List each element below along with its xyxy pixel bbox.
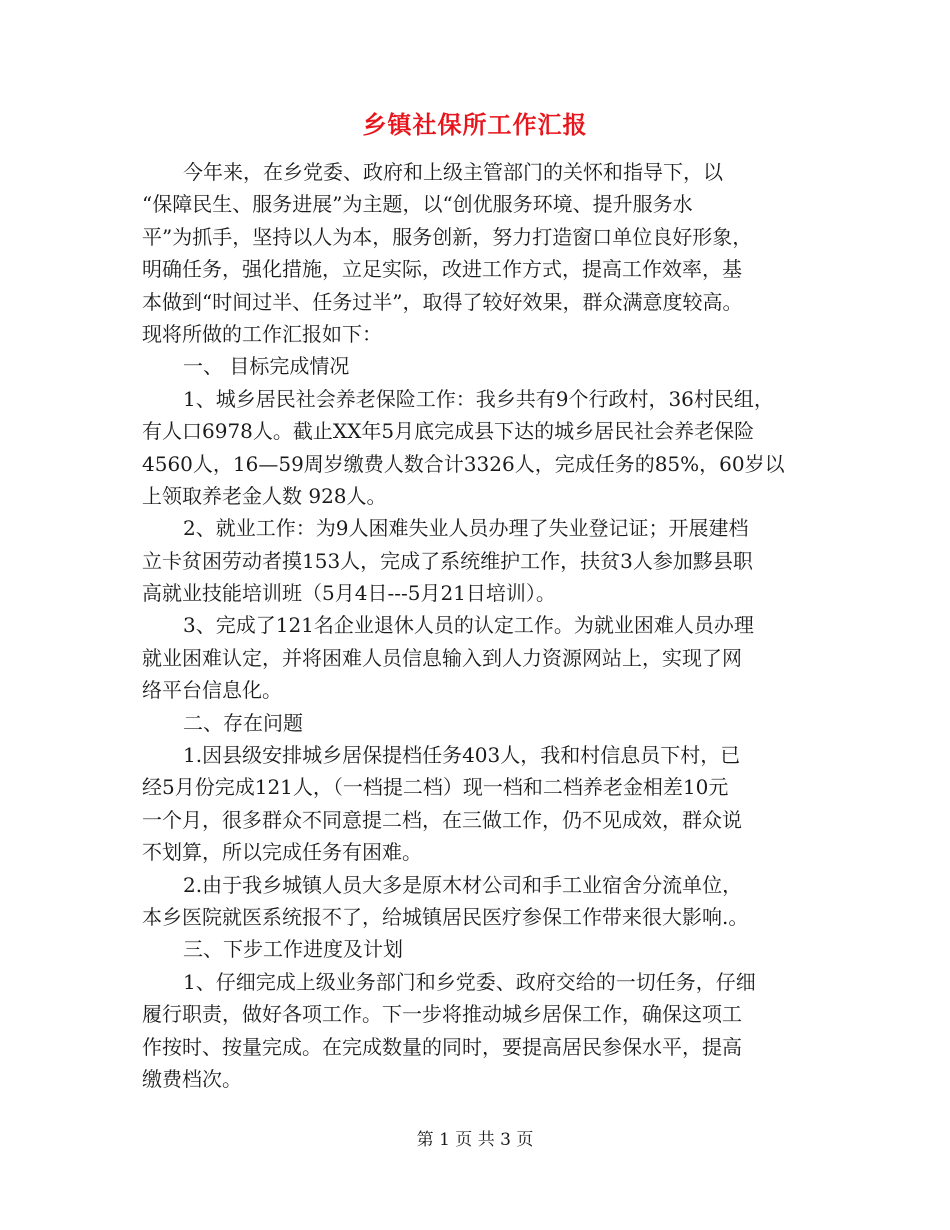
body-line: 经5月份完成121人，（一档提二档）现一档和二档养老金相差10元 [142,775,729,800]
body-line: 1.因县级安排城乡居保提档任务403人，我和村信息员下村，已 [183,743,741,768]
body-line: 1、仔细完成上级业务部门和乡党委、政府交给的一切任务，仔细 [183,969,756,994]
body-line: 缴费档次。 [142,1066,242,1091]
body-line: “保障民生、服务进展”为主题，以“创优服务环境、提升服务水 [142,192,693,217]
body-line: 络平台信息化。 [142,678,282,703]
body-line: 一、 目标完成情况 [183,354,350,379]
body-line: 就业困难认定，并将困难人员信息输入到人力资源网站上，实现了网 [142,645,742,670]
body-line: 上领取养老金人数 928人。 [142,483,387,508]
body-line: 明确任务，强化措施，立足实际，改进工作方式，提高工作效率，基 [142,257,742,282]
page-indicator: 第 1 页 共 3 页 [416,1130,534,1150]
body-line: 作按时、按量完成。在完成数量的同时，要提高居民参保水平，提高 [142,1034,742,1059]
document-title: 乡镇社保所工作汇报 [362,110,588,139]
body-line: 二、存在问题 [183,710,303,735]
body-line: 高就业技能培训班（5月4日---5月21日培训）。 [142,581,556,606]
body-line: 2.由于我乡城镇人员大多是原木材公司和手工业宿舍分流单位， [183,872,743,897]
body-line: 三、下步工作进度及计划 [183,937,403,962]
body-line: 一个月，很多群众不同意提二档，在三做工作，仍不见成效，群众说 [142,807,742,832]
body-line: 现将所做的工作汇报如下： [142,321,382,346]
body-line: 本乡医院就医系统报不了，给城镇居民医疗参保工作带来很大影响.。 [142,904,749,929]
body-line: 1、城乡居民社会养老保险工作：我乡共有9个行政村，36村民组， [183,386,774,411]
body-line: 2、就业工作：为9人困难失业人员办理了失业登记证；开展建档 [183,516,749,541]
body-line: 4560人，16—59周岁缴费人数合计3326人，完成任务的85%，60岁以 [142,451,785,476]
body-line: 不划算，所以完成任务有困难。 [142,840,422,865]
body-line: 立卡贫困劳动者摸153人，完成了系统维护工作，扶贫3人参加黟县职 [142,548,753,573]
body-line: 有人口6978人。截止XX年5月底完成县下达的城乡居民社会养老保险 [142,419,755,444]
body-line: 平”为抓手，坚持以人为本，服务创新，努力打造窗口单位良好形象， [142,224,753,249]
body-line: 3、完成了121名企业退休人员的认定工作。为就业困难人员办理 [183,613,754,638]
body-line: 今年来，在乡党委、政府和上级主管部门的关怀和指导下，以 [183,160,723,184]
body-line: 本做到“时间过半、任务过半”，取得了较好效果，群众满意度较高。 [142,289,743,314]
document-body [142,156,832,1095]
body-line: 履行职责，做好各项工作。下一步将推动城乡居保工作，确保这项工 [142,1002,742,1027]
